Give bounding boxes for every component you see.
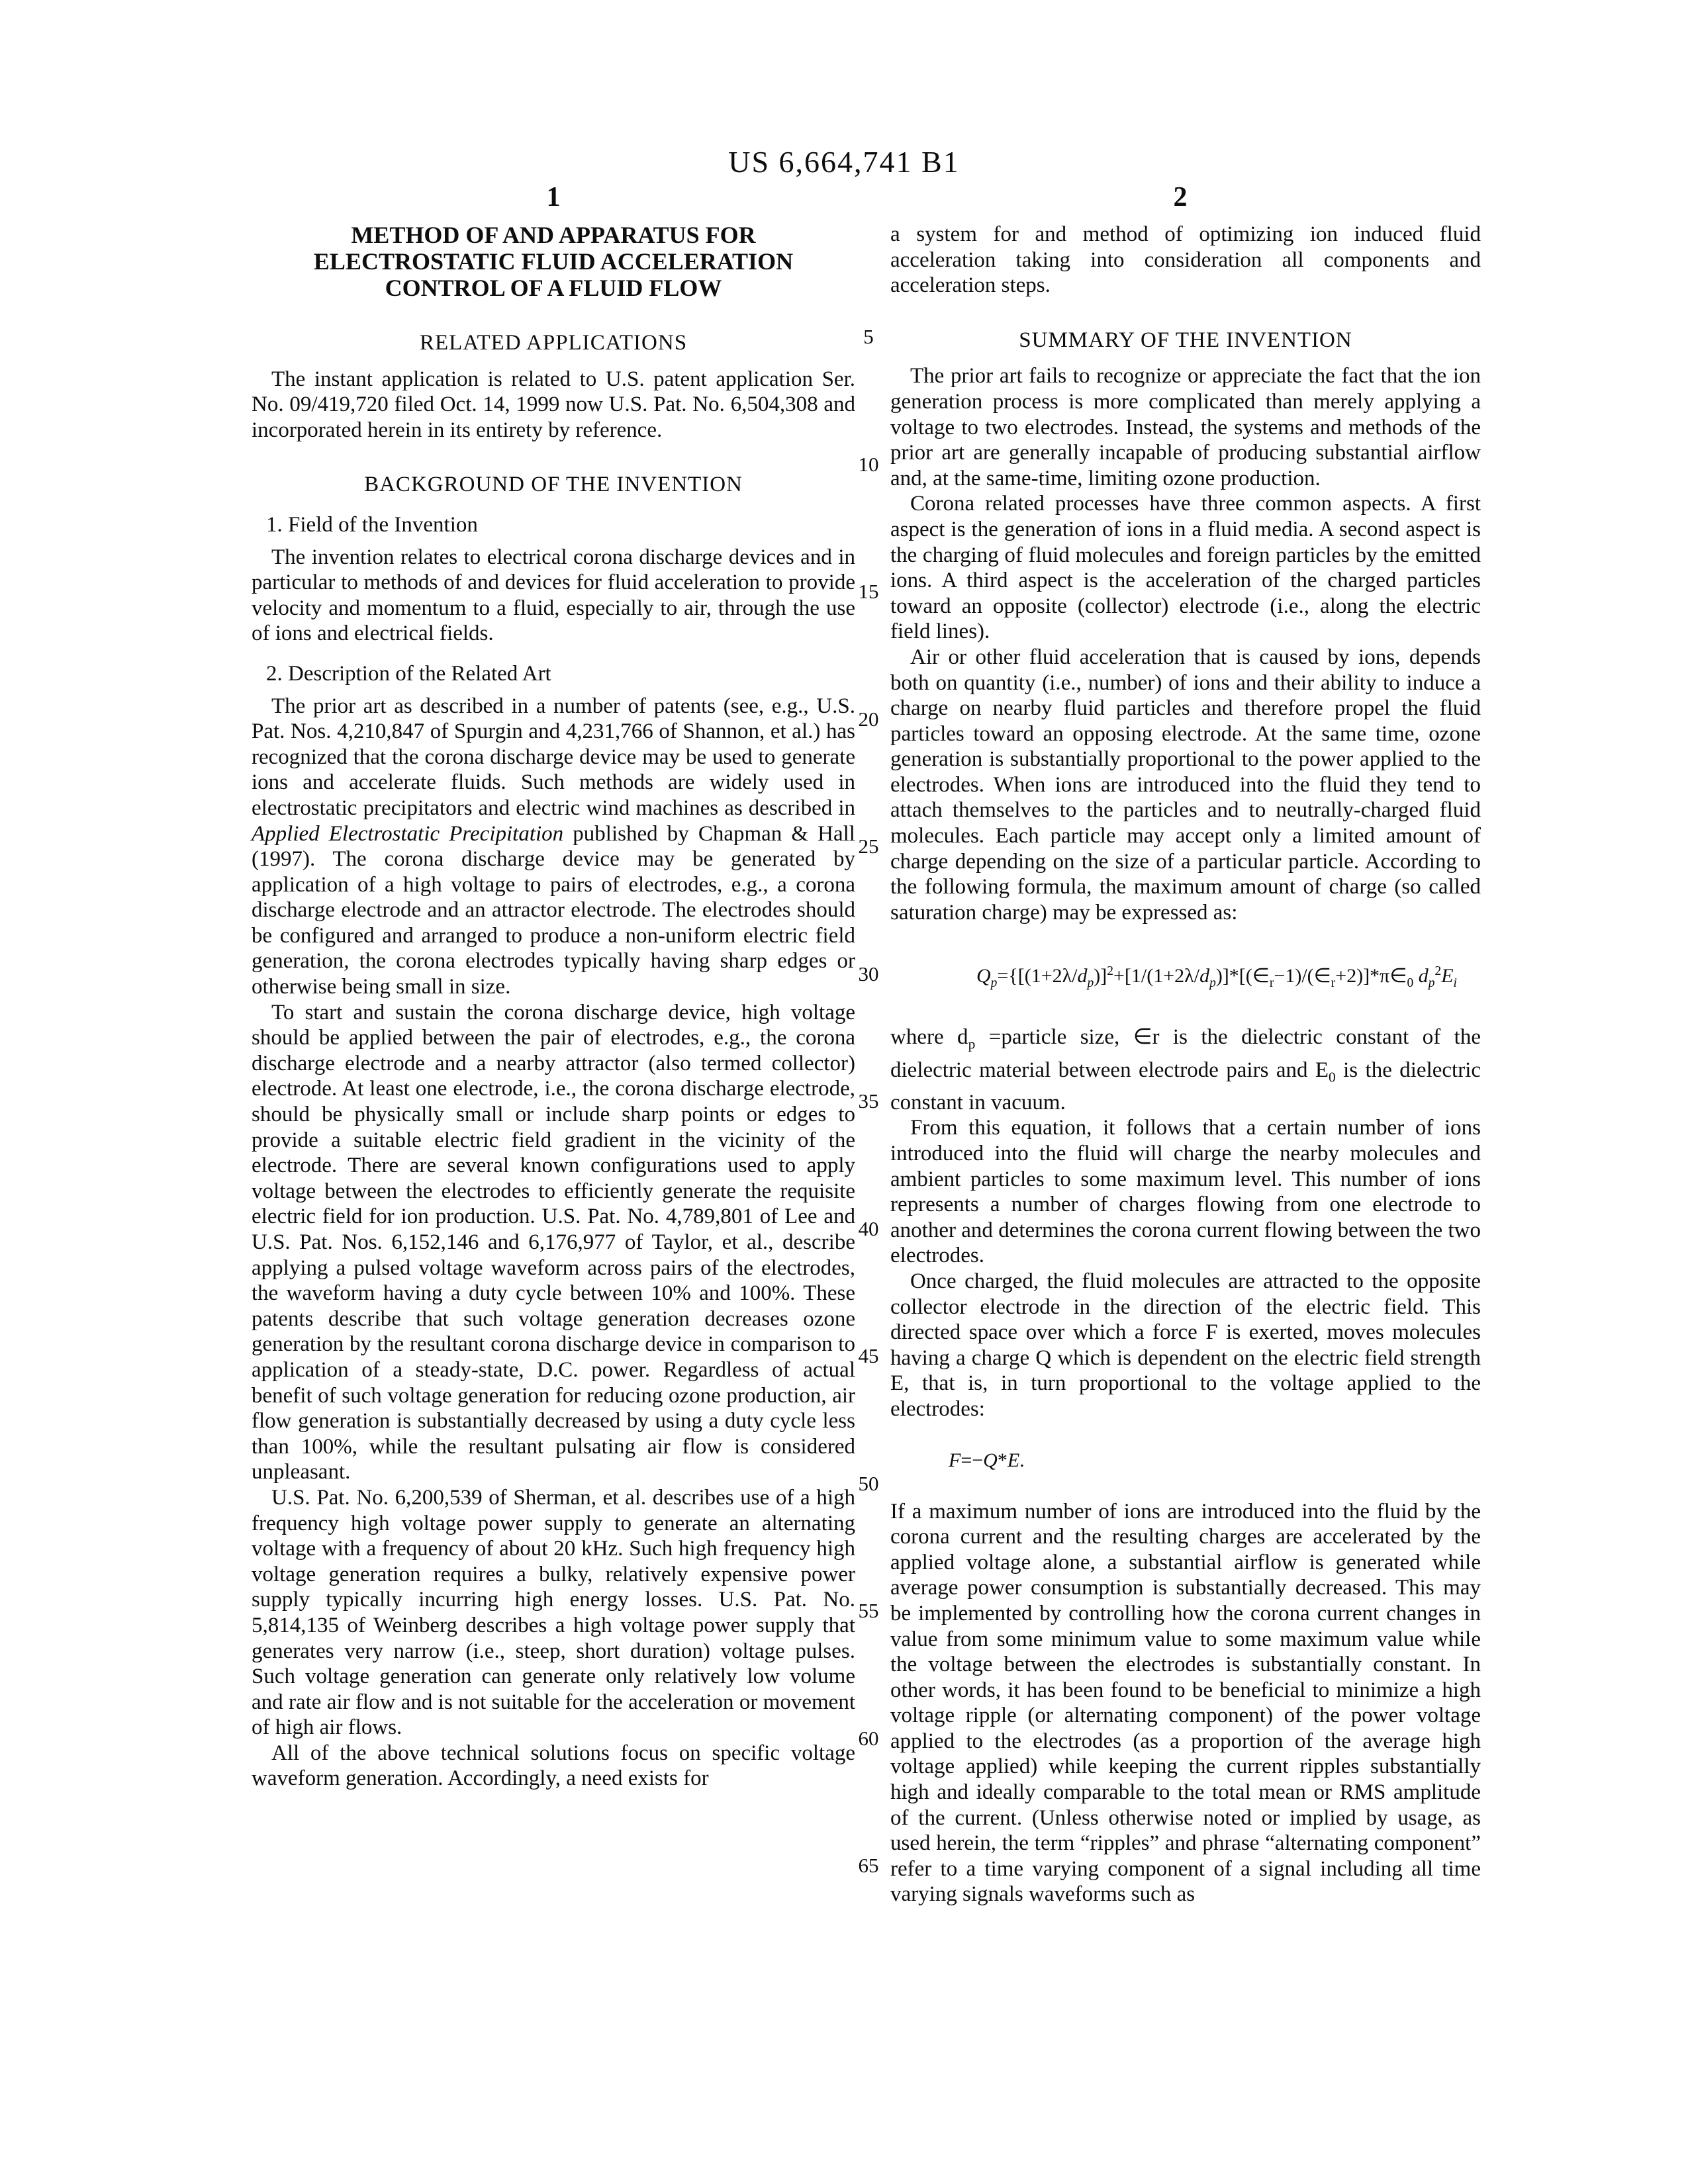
equation-follows-paragraph: From this equation, it follows that a certain number of ions introduced into the fluid will charge the nearby molecules and ambient particles to some maximum level. This number of ions represents a number of charges flowing from one electrode to another and determines the corona current flowing between the two electrodes. bbox=[890, 1116, 1481, 1268]
line-number-5: 5 bbox=[863, 325, 874, 348]
related-applications-heading: RELATED APPLICATIONS bbox=[419, 331, 688, 355]
invention-title-line-3: CONTROL OF A FLUID FLOW bbox=[385, 275, 722, 301]
patent-number-header: US 6,664,741 B1 bbox=[728, 145, 960, 179]
related-applications-paragraph: The instant application is related to U.S. patent application Ser. No. 09/419,720 filed Oct. 14, 1999 now U.S. Pat. No. 6,504,308 and incorporated herein in its entirety by reference. bbox=[252, 367, 855, 442]
continuation-paragraph: a system for and method of optimizing ion induced fluid acceleration taking into consideration all components and acceleration steps. bbox=[890, 222, 1481, 298]
sherman-paragraph: U.S. Pat. No. 6,200,539 of Sherman, et al. describes use of a high frequency high voltage power supply to generate an alternating voltage with a frequency of about 20 kHz. Such high frequency high voltage generation requires a bulky, relatively expensive power supply typically incurring high energy losses. U.S. Pat. No. 5,814,135 of Weinberg describes a high voltage power supply that generates very narrow (i.e., steep, short duration) voltage pulses. Such voltage generation can generate only relatively low volume and rate air flow and is not suitable for the acceleration or movement of high air flows. bbox=[252, 1485, 855, 1740]
air-acceleration-paragraph: Air or other fluid acceleration that is caused by ions, depends both on quantity (i.e., number) of ions and their ability to induce a charge on nearby fluid particles and therefore propel the fluid particles toward an opposing electrode. At the same time, ozone generation is substantially proportional to the power applied to the electrodes. When ions are introduced into the fluid they tend to attach themselves to the particles and to neutrally-charged fluid molecules. Each particle may accept only a limited amount of charge depending on the size of a particular particle. According to the following formula, the maximum amount of charge (so called saturation charge) may be expressed as: bbox=[890, 645, 1481, 925]
prior-art-paragraph: The prior art as described in a number of patents (see, e.g., U.S. Pat. Nos. 4,210,847 of Spurgin and 4,231,766 of Shannon, et al.) has recognized that the corona discharge device may be used to generate ions and accelerate fluids. Such methods are widely used in electrostatic precipitators and electric wind machines as described in Applied Electrostatic Precipitation published by Chapman & Hall (1997). The corona discharge device may be generated by application of a high voltage to pairs of electrodes, e.g., a corona discharge electrode and an attractor electrode. The electrodes should be configured and arranged to produce a non-uniform electric field generation, the corona electrodes typically having sharp edges or otherwise being small in size. bbox=[252, 694, 855, 999]
related-art-subheading: 2. Description of the Related Art bbox=[266, 661, 551, 686]
left-column bbox=[252, 222, 855, 1792]
line-number-25: 25 bbox=[858, 835, 879, 858]
line-number-50: 50 bbox=[858, 1472, 879, 1495]
field-of-invention-subheading: 1. Field of the Invention bbox=[266, 512, 478, 537]
field-of-invention-paragraph: The invention relates to electrical corona discharge devices and in particular to methods of and devices for fluid acceleration to provide velocity and momentum to a fluid, especially to air, through the use of ions and electrical fields. bbox=[252, 545, 855, 646]
line-number-15: 15 bbox=[858, 580, 879, 603]
max-ions-paragraph: If a maximum number of ions are introduced into the fluid by the corona current and the resulting charges are accelerated by the applied voltage alone, a substantial airflow is generated while average power consumption is substantially decreased. This may be implemented by controlling how the corona current changes in value from some minimum value to some maximum value while the voltage between the electrodes is substantially constant. In other words, it has been found to be beneficial to minimize a high voltage ripple (or alternating component) of the power voltage applied to the electrodes (as a proportion of the average high voltage applied) while keeping the current ripples substantially high and ideally comparable to the total mean or RMS amplitude of the current. (Unless otherwise noted or implied by usage, as used herein, the term “ripples” and phrase “alternating component” refer to a time varying component of a signal including all time varying signals waveforms such as bbox=[890, 1499, 1481, 1907]
column-number-1: 1 bbox=[546, 182, 561, 212]
line-number-30: 30 bbox=[858, 962, 879, 985]
line-number-10: 10 bbox=[858, 453, 879, 476]
column-number-2: 2 bbox=[1173, 182, 1188, 212]
force-formula: F=−Q*E. bbox=[949, 1449, 1025, 1471]
background-heading: BACKGROUND OF THE INVENTION bbox=[364, 473, 743, 497]
invention-title-line-2: ELECTROSTATIC FLUID ACCELERATION bbox=[313, 248, 794, 275]
start-sustain-paragraph: To start and sustain the corona discharge device, high voltage should be applied between the pair of electrodes, e.g., the corona discharge electrode and a nearby attractor (also termed collector) electrode. At least one electrode, i.e., the corona discharge electrode, should be physically small or include sharp points or edges to provide a suitable electric field gradient in the vicinity of the electrode. There are several known configurations used to apply voltage between the electrodes to efficiently generate the requisite electric field for ion production. U.S. Pat. No. 4,789,801 of Lee and U.S. Pat. Nos. 6,152,146 and 6,176,977 of Taylor, et al., describe applying a pulsed voltage waveform across pairs of the electrodes, the waveform having a duty cycle between 10% and 100%. These patents describe that such voltage generation decreases ozone generation by the resultant corona discharge device in comparison to application of a steady-state, D.C. power. Regardless of actual benefit of such voltage generation for reducing ozone production, air flow generation is substantially decreased by using a duty cycle less than 100%, while the resultant pulsating air flow is considered unpleasant. bbox=[252, 1000, 855, 1484]
line-number-60: 60 bbox=[858, 1727, 879, 1750]
line-number-20: 20 bbox=[858, 707, 879, 731]
line-number-65: 65 bbox=[858, 1854, 879, 1877]
line-number-35: 35 bbox=[858, 1089, 879, 1113]
summary-heading: SUMMARY OF THE INVENTION bbox=[1019, 328, 1352, 352]
right-column bbox=[890, 222, 1481, 1907]
line-number-55: 55 bbox=[858, 1599, 879, 1622]
saturation-charge-formula: $Q_p=\{[(1+2\lambda/d_p)]^2+[1/(1+2\lambda/d_p)]*[(\in_r-1)/(\in_r+2)]*\pi\in_0$ $d_p^2E_i$ bbox=[976, 964, 1457, 991]
invention-title bbox=[252, 222, 855, 301]
prior-art-fails-paragraph: The prior art fails to recognize or appreciate the fact that the ion generation process is more complicated than merely applying a voltage to two electrodes. Instead, the systems and methods of the prior art are generally incapable of producing substantial airflow and, at the same-time, limiting ozone production. bbox=[890, 364, 1481, 490]
where-definitions-paragraph: where $d_p$ =particle size, ∈r is the dielectric constant of the dielectric material between electrode pairs and $E_0$ is the dielectric constant in vacuum. bbox=[890, 1025, 1481, 1115]
line-number-40: 40 bbox=[858, 1217, 879, 1240]
once-charged-paragraph: Once charged, the fluid molecules are attracted to the opposite collector electrode in the direction of the electric field. This directed space over which a force F is exerted, moves molecules having a charge Q which is dependent on the electric field strength E, that is, in turn proportional to the voltage applied to the electrodes: bbox=[890, 1269, 1481, 1421]
corona-aspects-paragraph: Corona related processes have three common aspects. A first aspect is the generation of ions in a fluid media. A second aspect is the charging of fluid molecules and foreign particles by the emitted ions. A third aspect is the acceleration of the charged particles toward an opposite (collector) electrode (i.e., along the electric field lines). bbox=[890, 492, 1481, 644]
conclusion-paragraph: All of the above technical solutions focus on specific voltage waveform generation. Accordingly, a need exists for bbox=[252, 1741, 855, 1791]
invention-title-line-1: METHOD OF AND APPARATUS FOR bbox=[351, 222, 756, 248]
line-number-45: 45 bbox=[858, 1344, 879, 1367]
